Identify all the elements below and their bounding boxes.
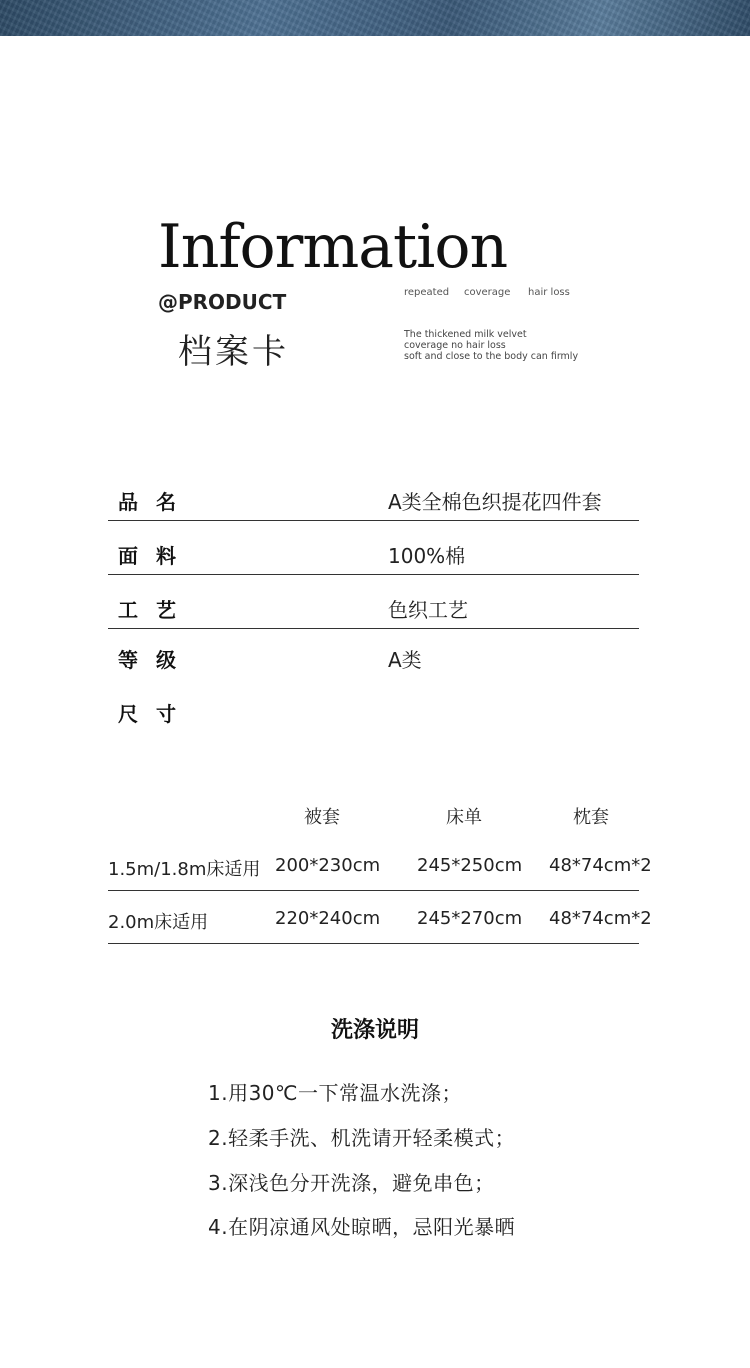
size-col-sheet: 床单 xyxy=(446,807,482,828)
washing-title: 洗涤说明 xyxy=(330,1018,419,1043)
spec-row-craft xyxy=(108,588,639,629)
keyword-repeated: repeated xyxy=(404,287,450,298)
size-col-duvet: 被套 xyxy=(304,807,340,828)
washing-item: 2.轻柔手洗、机洗请开轻柔模式； xyxy=(208,1126,516,1150)
size-bed-cell: 1.5m/1.8m床适用 xyxy=(108,859,261,880)
size-bed-cell: 2.0m床适用 xyxy=(108,912,209,933)
spec-row-grade xyxy=(108,638,639,678)
spec-value: A类 xyxy=(388,648,422,672)
spec-label: 等级 xyxy=(118,648,194,672)
spec-value: 色织工艺 xyxy=(388,598,468,622)
size-col-pillow: 枕套 xyxy=(573,807,609,828)
keyword-hair-loss: hair loss xyxy=(528,287,570,298)
spec-row-size xyxy=(108,692,639,732)
size-pillow-cell: 48*74cm*2 xyxy=(549,908,652,929)
size-pillow-cell: 48*74cm*2 xyxy=(549,855,652,876)
description-line: soft and close to the body can firmly xyxy=(404,351,579,362)
size-duvet-cell: 220*240cm xyxy=(275,908,381,929)
spec-label: 品名 xyxy=(118,490,194,514)
spec-label: 尺寸 xyxy=(118,702,194,726)
size-sheet-cell: 245*270cm xyxy=(417,908,523,929)
fabric-banner-image xyxy=(0,0,750,36)
spec-label: 工艺 xyxy=(118,598,194,622)
size-row-divider xyxy=(108,943,639,944)
washing-item: 1.用30℃一下常温水洗涤； xyxy=(208,1081,462,1105)
archive-card-title: 档案卡 xyxy=(178,332,289,372)
product-description xyxy=(404,329,578,362)
keyword-coverage: coverage xyxy=(464,287,511,298)
spec-value: A类全棉色织提花四件套 xyxy=(388,490,602,514)
size-row-divider xyxy=(108,890,639,891)
spec-value: 100%棉 xyxy=(388,544,466,568)
size-sheet-cell: 245*250cm xyxy=(417,855,523,876)
information-title: Information xyxy=(158,212,508,282)
description-line: The thickened milk velvet xyxy=(404,329,527,340)
spec-row-fabric xyxy=(108,534,639,575)
description-line: coverage no hair loss xyxy=(404,340,506,351)
spec-row-name xyxy=(108,480,639,521)
washing-item: 4.在阴凉通风处晾晒，忌阳光暴晒 xyxy=(208,1215,516,1239)
size-duvet-cell: 200*230cm xyxy=(275,855,381,876)
washing-item: 3.深浅色分开洗涤，避免串色； xyxy=(208,1171,495,1195)
spec-label: 面料 xyxy=(118,544,194,568)
product-tag: @PRODUCT xyxy=(158,290,287,314)
